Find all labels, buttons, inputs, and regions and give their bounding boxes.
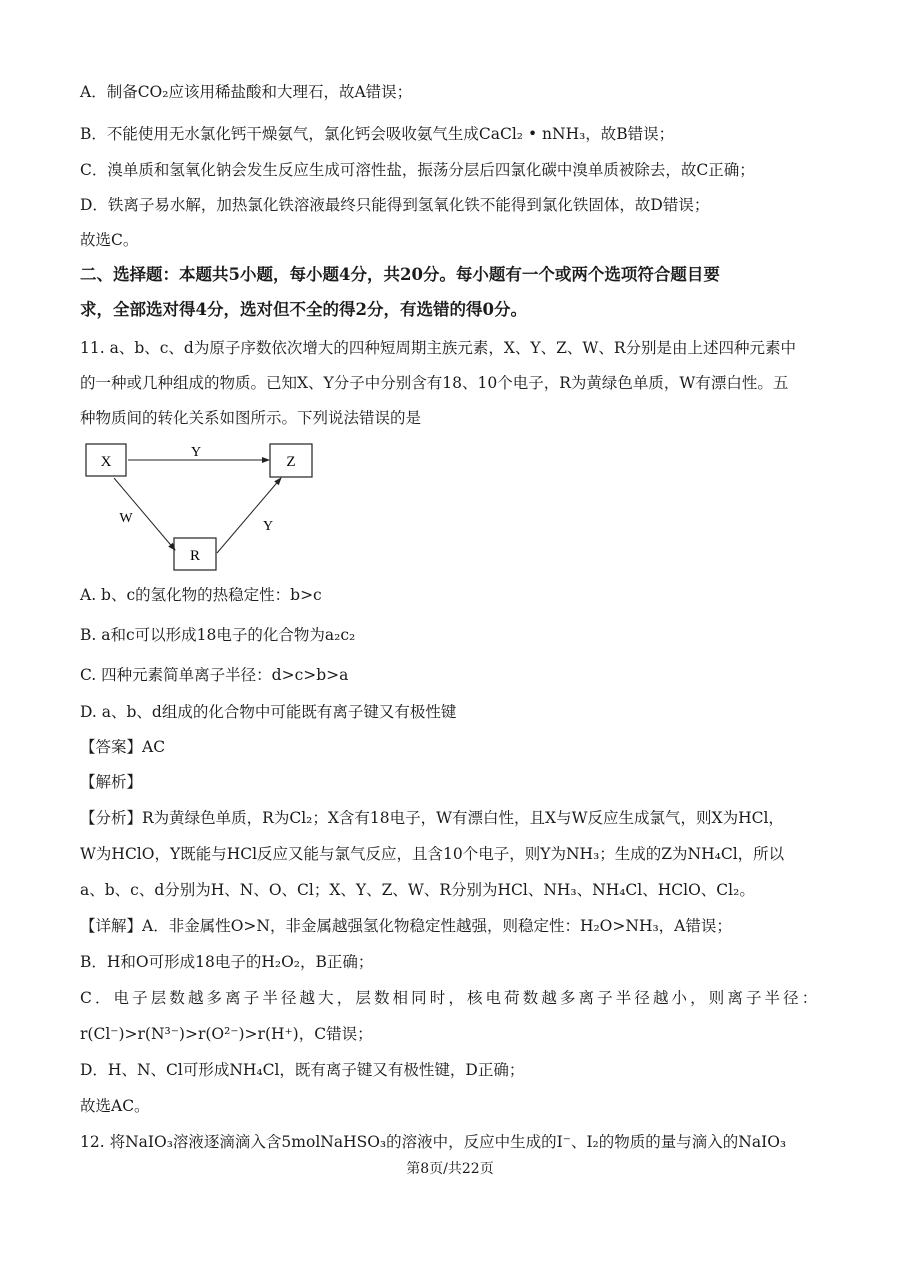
- q11-detail-c2: r(Cl⁻)>r(N³⁻)>r(O²⁻)>r(H⁺)，C错误；: [80, 1025, 373, 1043]
- q11-stem-line2: 的一种或几种组成的物质。已知X、Y分子中分别含有18、10个电子，R为黄绿色单质，W有漂白性。五: [80, 374, 789, 392]
- q12-stem-line1: 12. 将NaIO₃溶液逐滴滴入含5molNaHSO₃的溶液中，反应中生成的I⁻、I₂的物质的量与滴入的NaIO₃: [80, 1133, 787, 1151]
- edge-x-z-label: Y: [190, 445, 202, 460]
- edge-r-z: [217, 478, 281, 553]
- page-footer: 第8页/共22页: [406, 1161, 494, 1177]
- prev-choice: 故选C。: [80, 231, 139, 249]
- q11-option-b: B. a和c可以形成18电子的化合物为a₂c₂: [80, 626, 356, 644]
- section-heading-line2: 求，全部选对得4分，选对但不全的得2分，有选错的得0分。: [80, 300, 527, 319]
- node-r-label: R: [189, 548, 201, 564]
- q11-detail-a: 【详解】A．非金属性O>N，非金属越强氢化物稳定性越强，则稳定性：H₂O>NH₃，A错误；: [80, 917, 732, 935]
- q11-option-d: D. a、b、d组成的化合物中可能既有离子键又有极性键: [80, 703, 457, 721]
- q11-choice: 故选AC。: [80, 1097, 150, 1115]
- q11-analysis-label: 【解析】: [80, 773, 143, 791]
- edge-r-z-label: Y: [262, 519, 274, 534]
- prev-detail-b: B．不能使用无水氯化钙干燥氨气，氯化钙会吸收氨气生成CaCl₂ • nNH₃，故B错误；: [80, 125, 675, 143]
- reaction-diagram: [78, 438, 318, 578]
- q11-analysis-line3: a、b、c、d分别为H、N、O、Cl；X、Y、Z、W、R分别为HCl、NH₃、NH₄Cl、HClO、Cl₂。: [80, 881, 755, 899]
- node-x-label: X: [100, 454, 112, 470]
- q11-detail-c1: C．电子层数越多离子半径越大，层数相同时，核电荷数越多离子半径越小，则离子半径：: [80, 989, 821, 1007]
- q11-stem-line3: 种物质间的转化关系如图所示。下列说法错误的是: [80, 409, 422, 427]
- q11-option-a: A. b、c的氢化物的热稳定性：b>c: [80, 586, 322, 604]
- node-z-label: Z: [286, 454, 296, 470]
- prev-detail-c: C．溴单质和氢氧化钠会发生反应生成可溶性盐，振荡分层后四氯化碳中溴单质被除去，故C正确；: [80, 161, 755, 179]
- q11-answer: 【答案】AC: [80, 738, 166, 756]
- section-heading-line1: 二、选择题：本题共5小题，每小题4分，共20分。每小题有一个或两个选项符合题目要: [80, 265, 720, 284]
- q11-detail-b: B．H和O可形成18电子的H₂O₂，B正确；: [80, 953, 374, 971]
- q11-option-c: C. 四种元素简单离子半径：d>c>b>a: [80, 666, 349, 684]
- prev-detail-d: D．铁离子易水解，加热氯化铁溶液最终只能得到氢氧化铁不能得到氯化铁固体，故D错误；: [80, 196, 710, 214]
- q11-analysis-line1: 【分析】R为黄绿色单质，R为Cl₂；X含有18电子，W有漂白性，且X与W反应生成氯气，则X为HCl，: [80, 809, 784, 827]
- q11-detail-d: D．H、N、Cl可形成NH₄Cl，既有离子键又有极性键，D正确；: [80, 1061, 525, 1079]
- q11-stem-line1: 11. a、b、c、d为原子序数依次增大的四种短周期主族元素，X、Y、Z、W、R分别是由上述四种元素中: [80, 339, 796, 357]
- edge-x-r-label: W: [119, 511, 133, 526]
- q11-analysis-line2: W为HClO，Y既能与HCl反应又能与氯气反应，且含10个电子，则Y为NH₃；生成的Z为NH₄Cl，所以: [80, 845, 785, 863]
- prev-detail-a: A．制备CO₂应该用稀盐酸和大理石，故A错误；: [80, 83, 413, 101]
